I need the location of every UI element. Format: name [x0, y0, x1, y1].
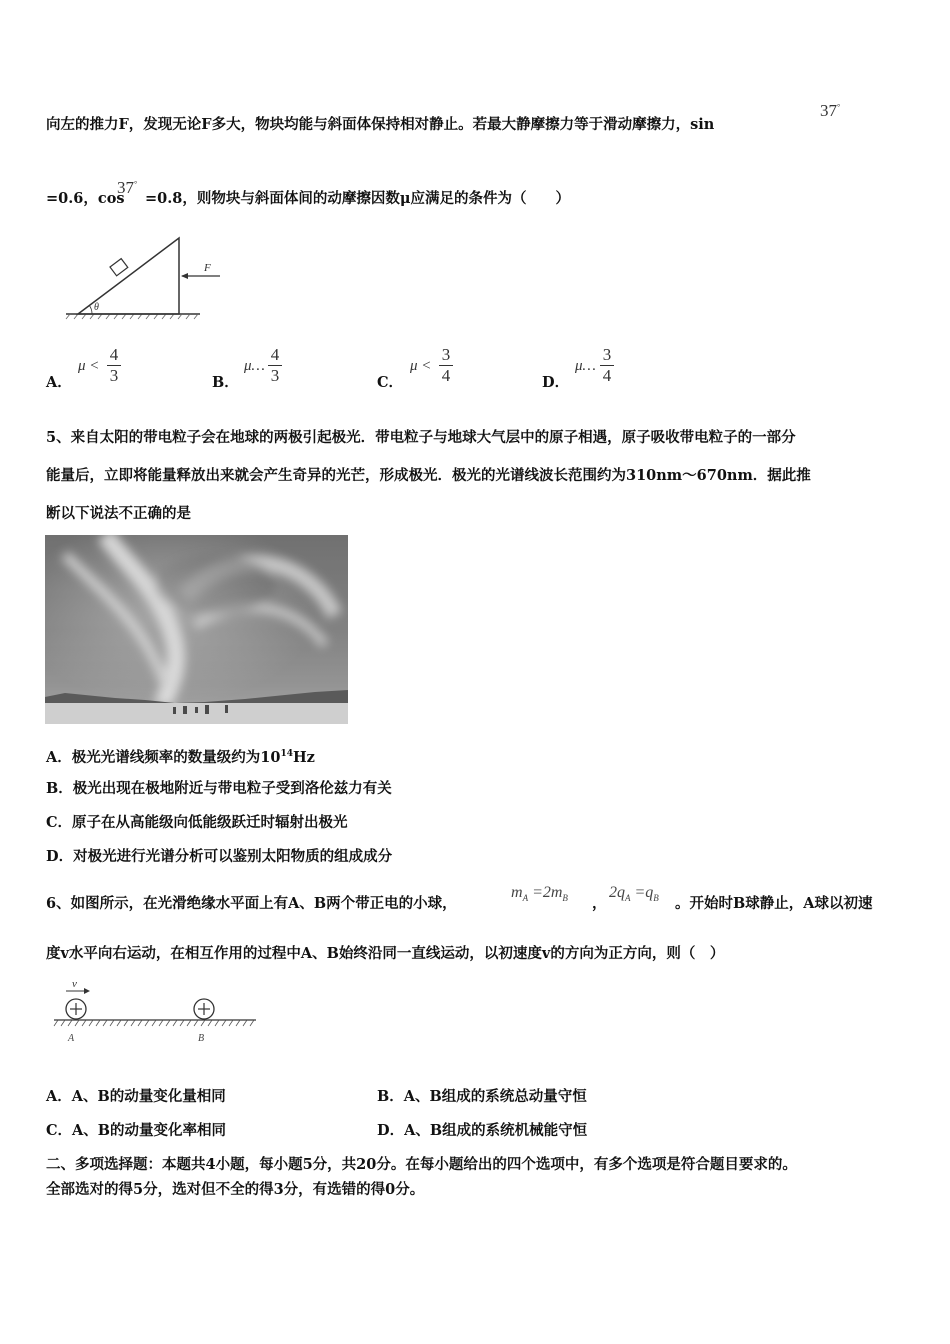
ball-b-label: B	[198, 1033, 205, 1044]
angle-theta-label: θ	[94, 302, 99, 313]
q6-option-c[interactable]: C．A、B的动量变化率相同	[46, 1122, 227, 1139]
q4-line2-a: =0.6，cos	[46, 190, 125, 207]
formula-charge-ratio: $2q_A =q_B$	[609, 884, 659, 904]
formula-mass-ratio: $m_A =2m_B$	[511, 884, 568, 904]
q6-option-a[interactable]: A．A、B的动量变化量相同	[46, 1088, 226, 1105]
section2-line2: 全部选对的得5分，选对但不全的得3分，有选错的得0分。	[46, 1181, 425, 1198]
q4-line1: 向左的推力F，发现无论F多大，物块均能与斜面体保持相对静止。若最大静摩擦力等于滑动摩擦力，sin	[46, 116, 715, 133]
ball-a-label: A	[68, 1033, 75, 1044]
sin-angle: 37°	[820, 101, 841, 120]
q5-option-c[interactable]: C．原子在从高能级向低能级跃迁时辐射出极光	[46, 814, 348, 831]
q6-comma: ，	[592, 895, 607, 912]
q6-option-b[interactable]: B．A、B组成的系统总动量守恒	[377, 1088, 587, 1105]
q5-option-a[interactable]: A．极光光谱线频率的数量级约为$10^{14}Hz$	[46, 748, 315, 766]
q5-line1: 5、来自太阳的带电粒子会在地球的两极引起极光．带电粒子与地球大气层中的原子相遇，原子吸收带电粒子的一部分	[46, 429, 796, 446]
force-f-label: F	[204, 262, 211, 274]
velocity-v-label: v	[72, 978, 77, 990]
q5-line2: 能量后，立即将能量释放出来就会产生奇异的光芒，形成极光．极光的光谱线波长范围约为310nm～670nm．据此推	[46, 467, 811, 484]
section2-line1: 二、多项选择题：本题共4小题，每小题5分，共20分。在每小题给出的四个选项中，有多个选项是符合题目要求的。	[46, 1156, 797, 1173]
q6-option-d[interactable]: D．A、B组成的系统机械能守恒	[377, 1122, 588, 1139]
q5-option-d[interactable]: D．对极光进行光谱分析可以鉴别太阳物质的组成成分	[46, 848, 393, 865]
q6-line1-b: 。开始时B球静止，A球以初速	[675, 895, 873, 912]
q5-line3: 断以下说法不正确的是	[46, 505, 191, 522]
incline-figure	[60, 230, 240, 325]
q4-line2-b: =0.8，则物块与斜面体间的动摩擦因数μ应满足的条件为（ ）	[145, 190, 570, 207]
q6-line2: 度v水平向右运动，在相互作用的过程中A、B始终沿同一直线运动，以初速度v的方向为正方向，则（ ）	[46, 945, 725, 962]
balls-figure	[52, 975, 262, 1047]
q5-option-b[interactable]: B．极光出现在极地附近与带电粒子受到洛伦兹力有关	[46, 780, 392, 797]
q6-line1-a: 6、如图所示，在光滑绝缘水平面上有A、B两个带正电的小球，	[46, 895, 457, 912]
aurora-photo	[45, 535, 348, 724]
cos-angle: 37°	[117, 178, 138, 197]
